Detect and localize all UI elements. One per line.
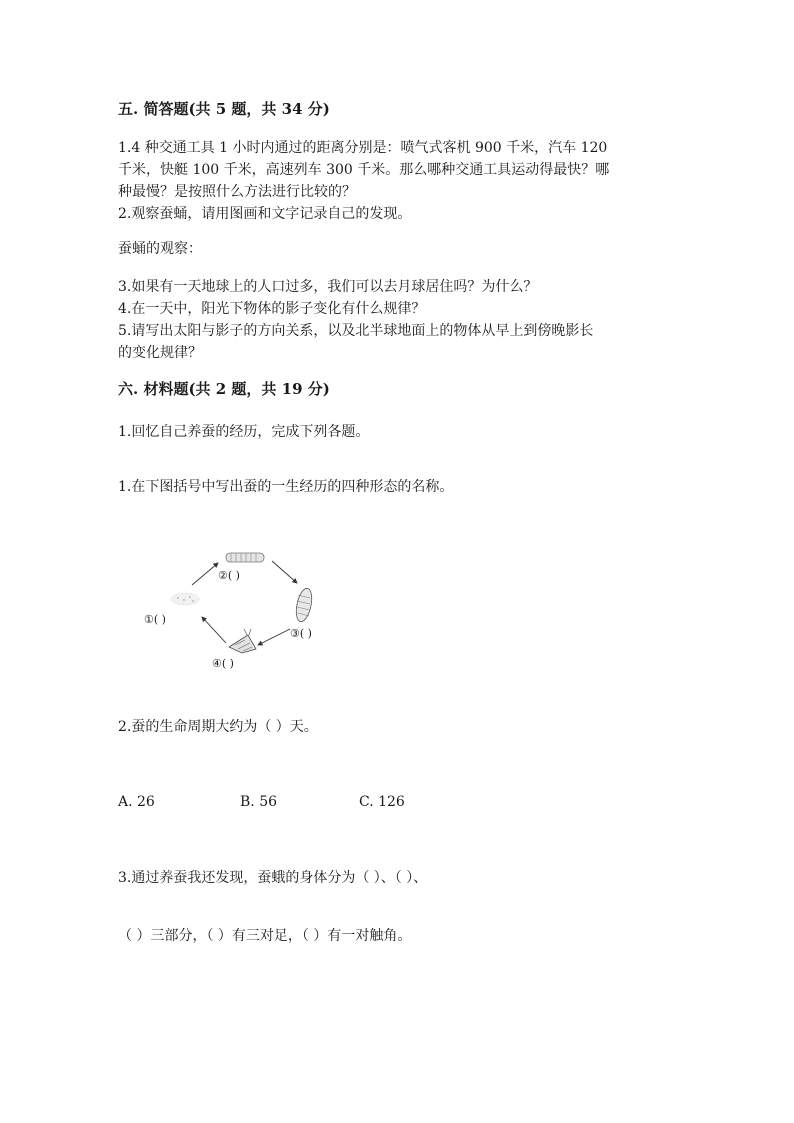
stage-label-1: ①( ) <box>144 613 166 626</box>
stage-label-3: ③( ) <box>290 627 312 640</box>
q3-text: 3.如果有一天地球上的人口过多，我们可以去月球居住吗？为什么？ <box>118 279 538 295</box>
option-a: A. 26 <box>118 794 155 810</box>
moth-illustration <box>229 629 256 653</box>
larva-illustration <box>226 553 264 562</box>
arrow-pupa-to-moth <box>258 629 290 645</box>
q2-text: 2.观察蚕蛹，请用图画和文字记录自己的发现。 <box>118 206 412 222</box>
silkworm-lifecycle-figure <box>140 545 355 675</box>
stage-label-4: ④( ) <box>212 657 234 670</box>
stage-label-2: ②( ) <box>218 569 240 582</box>
sub-question-2: 2.蚕的生命周期大约为（ ）天。 <box>118 719 318 735</box>
q5-line-2: 的变化规律？ <box>118 345 202 361</box>
option-b: B. 56 <box>240 794 278 810</box>
section-5-heading: 五. 简答题(共 5 题，共 34 分) <box>118 100 330 118</box>
material-intro: 1.回忆自己养蚕的经历，完成下列各题。 <box>118 424 370 440</box>
arrow-moth-to-eggs <box>202 617 226 643</box>
sub-question-1: 1.在下图括号中写出蚕的一生经历的四种形态的名称。 <box>118 479 454 495</box>
q1-line-3: 种最慢？是按照什么方法进行比较的？ <box>118 184 356 200</box>
q5-line-1: 5.请写出太阳与影子的方向关系，以及北半球地面上的物体从早上到傍晚影长 <box>118 323 594 339</box>
q4-text: 4.在一天中，阳光下物体的影子变化有什么规律？ <box>118 301 426 317</box>
section-6-heading: 六. 材料题(共 2 题，共 19 分) <box>118 380 330 398</box>
q2-observation-label: 蚕蛹的观察： <box>118 241 202 257</box>
lifecycle-diagram <box>140 545 355 675</box>
option-c: C. 126 <box>359 794 405 810</box>
pupa-illustration <box>294 587 315 623</box>
q1-line-1: 1.4 种交通工具 1 小时内通过的距离分别是：喷气式客机 900 千米，汽车 120 <box>118 140 608 156</box>
arrow-eggs-to-larva <box>192 563 218 585</box>
q1-line-2: 千米，快艇 100 千米，高速列车 300 千米。那么哪种交通工具运动得最快？哪 <box>118 162 610 178</box>
eggs-illustration <box>171 593 199 605</box>
sub-question-3-line-2: （ ）三部分，（ ）有三对足，（ ）有一对触角。 <box>118 928 412 944</box>
sub-question-3-line-1: 3.通过养蚕我还发现，蚕蛾的身体分为（ ）、（ ）、 <box>118 870 428 886</box>
arrow-larva-to-pupa <box>272 561 297 583</box>
